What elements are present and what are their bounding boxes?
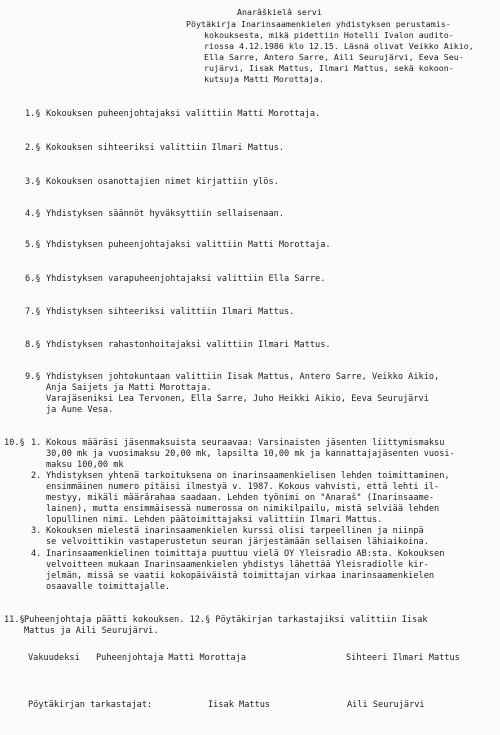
- item-text: Kokous määräsi jäsenmaksuista seuraavaa: Varsinaisten jäsenten liittymismaksu: [46, 438, 445, 448]
- item-number: 1.: [31, 438, 42, 448]
- item-number: 2.: [31, 471, 42, 481]
- section-text: Yhdistyksen puheenjohtajaksi valittiin Matti Morottaja.: [46, 240, 331, 250]
- section-number: 2.§: [25, 143, 41, 153]
- section-number: 9.§: [25, 372, 41, 382]
- item-number: 3.: [31, 526, 42, 536]
- association-title: Anarâškielâ servi: [237, 7, 322, 17]
- item-text: velvoitteen mukaan Inarinsaamenkielen yhdistys lähettää Yleisradiolle kir-: [46, 560, 429, 570]
- header-line: riossa 4.12.1986 klo 12.15. Läsnä olivat Veikko Aikio,: [204, 41, 474, 51]
- item-text: jelmän, missä se vaatii kokopäiväistä toimittajan virkaa inarinsaamenkielen: [46, 571, 435, 581]
- section-text: Kokouksen puheenjohtajaksi valittiin Matti Morottaja.: [46, 109, 321, 119]
- item-text: lainen), mutta ensimmäisessä numerossa on nimikilpailu, mistä selviää lehden: [46, 504, 440, 514]
- item-text: 30,00 mk ja vuosimaksu 20,00 mk, lapsilta 10,00 mk ja kannattajajäsenten vuosi-: [46, 449, 455, 459]
- section-text: Yhdistyksen rahastonhoitajaksi valittiin Ilmari Mattus.: [46, 340, 331, 350]
- item-text: mestyy, mikäli määrärahaa saadaan. Lehden työnimi on "Anaraš" (Inarinsaame-: [46, 493, 435, 503]
- section-text: Mattus ja Aili Seurujärvi.: [24, 626, 159, 636]
- item-text: Inarinsaamenkielinen toimittaja puuttuu vielä OY Yleisradio AB:sta. Kokouksen: [46, 549, 445, 559]
- section-text: Anja Saijets ja Matti Morottaja.: [46, 383, 212, 393]
- header-line: kokouksesta, mikä pidettiin Hotelli Ivalon audito-: [204, 30, 454, 40]
- section-number: 11.§: [4, 615, 25, 625]
- section-number: 3.§: [25, 177, 41, 187]
- item-number: 4.: [31, 549, 42, 559]
- section-text: Yhdistyksen säännöt hyväksyttiin sellaisenaan.: [46, 209, 284, 219]
- vakuudeksi-label: Vakuudeksi: [28, 653, 80, 663]
- section-text: Puheenjohtaja päätti kokouksen. 12.§ Pöytäkirjan tarkastajiksi valittiin Iisak: [24, 615, 428, 625]
- section-number: 5.§: [25, 240, 41, 250]
- chair-signature: Puheenjohtaja Matti Morottaja: [96, 653, 247, 663]
- item-text: osaavalle toimittajalle.: [46, 582, 171, 592]
- section-text: Kokouksen osanottajien nimet kirjattiin ylös.: [46, 177, 279, 187]
- section-number: 7.§: [25, 307, 41, 317]
- header-line: rujärvi, Iisak Mattus, Ilmari Mattus, sekä kokoon-: [204, 63, 454, 73]
- header-line: kutsuja Matti Morottaja.: [204, 74, 324, 84]
- item-text: maksu 100,00 mk: [46, 460, 124, 470]
- header-line: Pöytäkirja Inarinsaamenkielen yhdistyksen perustamis-: [186, 19, 451, 29]
- section-number: 10.§: [4, 438, 25, 448]
- checker-signature: Iisak Mattus: [208, 700, 271, 710]
- item-text: ensimmäinen numero pitäisi ilmestyä v. 1987. Kokous vahvisti, että lehti il-: [46, 482, 440, 492]
- section-text: Yhdistyksen johtokuntaan valittiin Iisak Mattus, Antero Sarre, Veikko Aikio,: [46, 372, 440, 382]
- item-text: lopullinen nimi. Lehden päätoimittajaksi valittiin Ilmari Mattus.: [46, 515, 383, 525]
- section-number: 8.§: [25, 340, 41, 350]
- checkers-label: Pöytäkirjan tarkastajat:: [28, 700, 153, 710]
- section-text: Varajäseniksi Lea Tervonen, Ella Sarre, Juho Heikki Aikio, Eeva Seurujärvi: [46, 394, 429, 404]
- secretary-signature: Sihteeri Ilmari Mattus: [346, 653, 460, 663]
- item-text: se velvoittikin vastaperustetun seuran järjestämään sellaisen lähiaikoina.: [46, 537, 429, 547]
- item-text: Yhdistyksen yhtenä tarkoituksena on inarinsaamenkielisen lehden toimittaminen,: [46, 471, 450, 481]
- section-text: Yhdistyksen varapuheenjohtajaksi valittiin Ella Sarre.: [46, 274, 326, 284]
- section-text: Kokouksen sihteeriksi valittiin Ilmari Mattus.: [46, 143, 284, 153]
- section-text: Yhdistyksen sihteeriksi valittiin Ilmari Mattus.: [46, 307, 295, 317]
- checker-signature: Aili Seurujärvi: [347, 700, 425, 710]
- header-line: Ella Sarre, Antero Sarre, Aili Seurujärvi, Eeva Seu-: [204, 52, 464, 62]
- section-number: 1.§: [25, 109, 41, 119]
- section-text: ja Aune Vesa.: [46, 405, 114, 415]
- item-text: Kokouksen mielestä inarinsaamenkielen kurssi olisi tarpeellinen ja niinpä: [46, 526, 424, 536]
- section-number: 6.§: [25, 274, 41, 284]
- section-number: 4.§: [25, 209, 41, 219]
